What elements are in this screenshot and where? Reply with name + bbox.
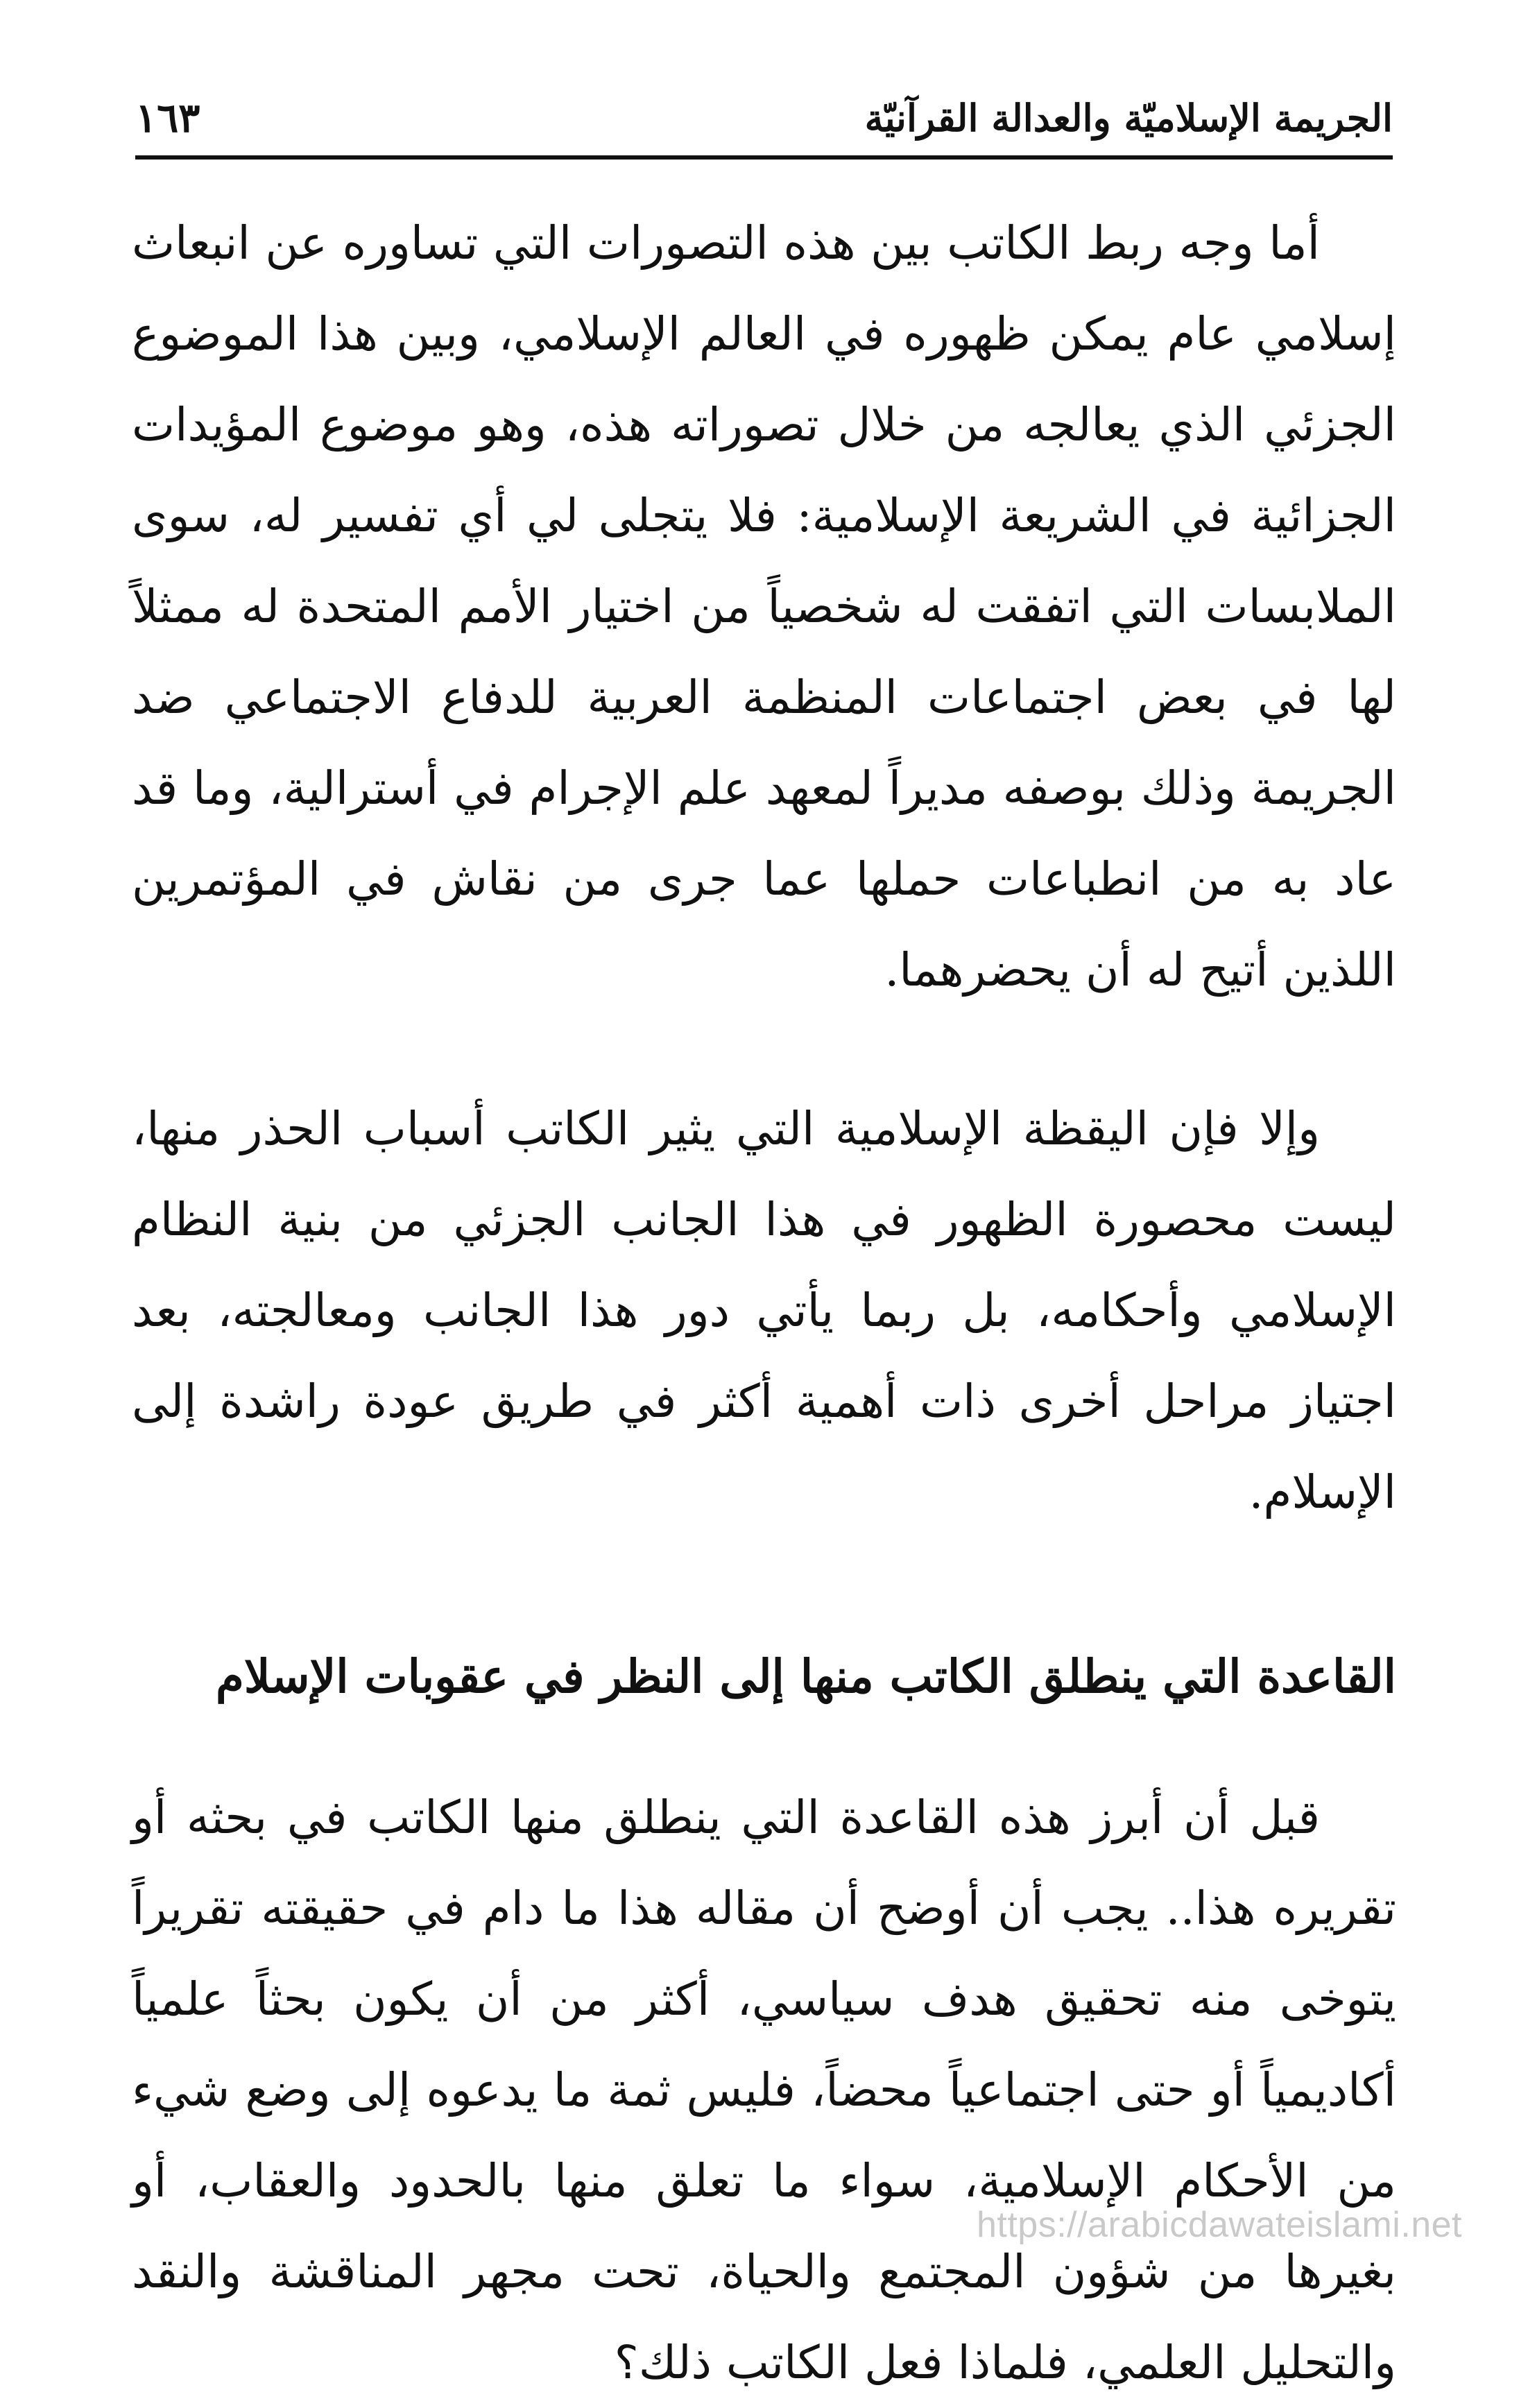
page-number: ١٦٣ (135, 94, 200, 141)
body-text (132, 198, 1396, 2408)
paragraph-3: قبل أن أبرز هذه القاعدة التي ينطلق منها الكاتب في بحثه أو تقريره هذا.. يجب أن أوضح أن مقاله هذا ما دام في حقيقته تقريراً يتوخى منه تحقيق هدف سياسي، أكثر من أن يكون بحثاً علمياً أكاديمياً أو حتى اجتماعياً محضاً، فليس ثمة ما يدعوه إلى وضع شيء من الأحكام الإسلامية، سواء ما تعلق منها بالحدود والعقاب، أو بغيرها من شؤون المجتمع والحياة، تحت مجهر المناقشة والنقد والتحليل العلمي، فلماذا فعل الكاتب ذلك؟ (132, 1791, 1396, 2389)
section-heading: القاعدة التي ينطلق الكاتب منها إلى النظر في عقوبات الإسلام (216, 1649, 1396, 1703)
watermark-url: https://arabicdawateislami.net (976, 2205, 1462, 2245)
header-rule (135, 155, 1393, 160)
running-header (135, 83, 1393, 160)
paragraph-1: أما وجه ربط الكاتب بين هذه التصورات التي تساوره عن انبعاث إسلامي عام يمكن ظهوره في العالم الإسلامي، وبين هذا الموضوع الجزئي الذي يعالجه من خلال تصوراته هذه، وهو موضوع المؤيدات الجزائية في الشريعة الإسلامية: فلا يتجلى لي أي تفسير له، سوى الملابسات التي اتفقت له شخصياً من اختيار الأمم المتحدة له ممثلاً لها في بعض اجتماعات المنظمة العربية للدفاع الاجتماعي ضد الجريمة وذلك بوصفه مديراً لمعهد علم الإجرام في أسترالية، وما قد عاد به من انطباعات حملها عما جرى من نقاش في المؤتمرين اللذين أتيح له أن يحضرهما. (132, 216, 1396, 997)
paragraph-2: وإلا فإن اليقظة الإسلامية التي يثير الكاتب أسباب الحذر منها، ليست محصورة الظهور في هذا الجانب الجزئي من بنية النظام الإسلامي وأحكامه، بل ربما يأتي دور هذا الجانب ومعالجته، بعد اجتياز مراحل أخرى ذات أهمية أكثر في طريق عودة راشدة إلى الإسلام. (132, 1102, 1396, 1519)
running-title: الجريمة الإسلاميّة والعدالة القرآنيّة (864, 96, 1393, 140)
